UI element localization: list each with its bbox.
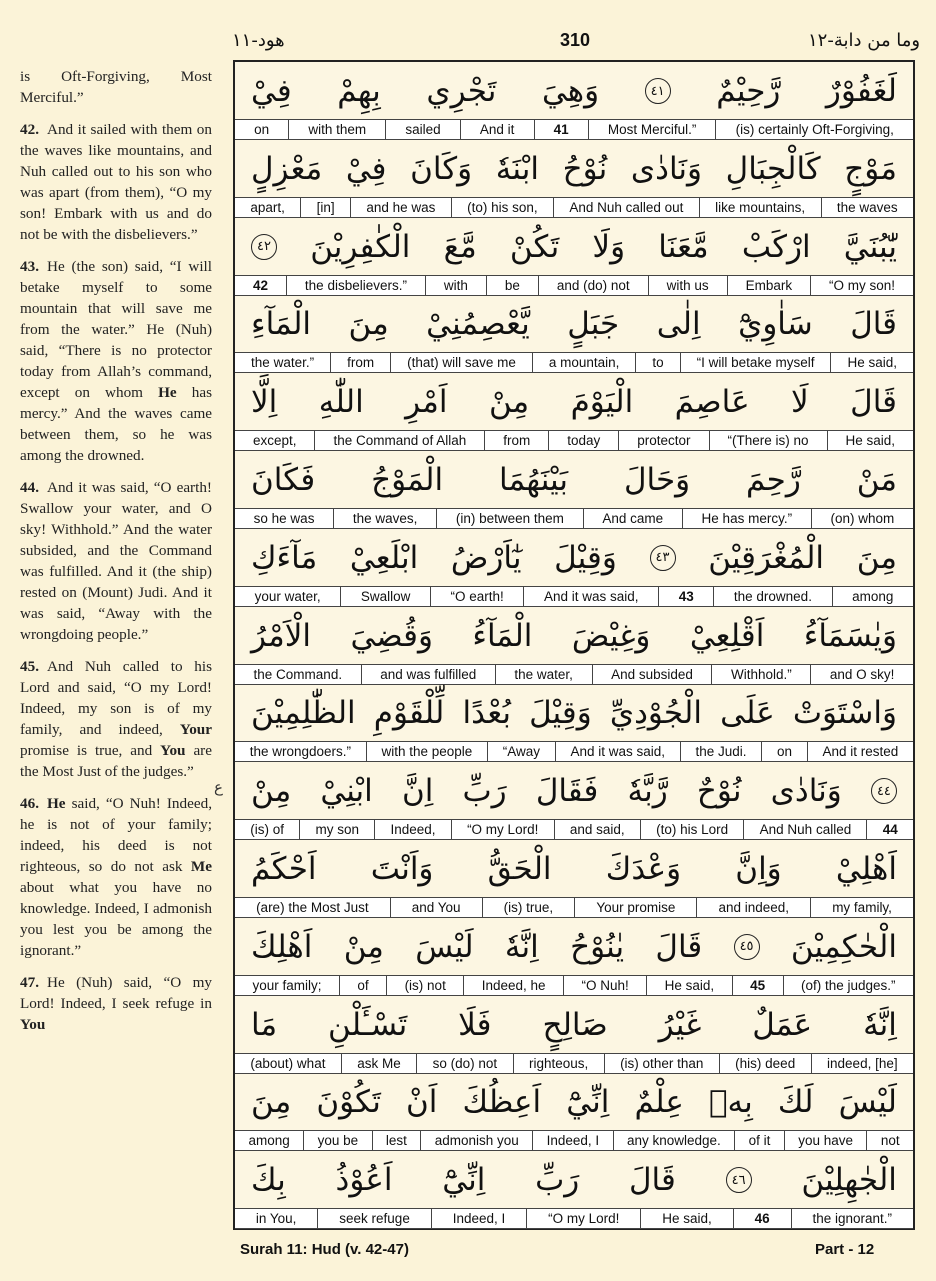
gloss-cell: and O sky! xyxy=(810,665,913,684)
arabic-word: لَغَفُوْرٌ xyxy=(825,73,897,109)
gloss-cell: He said, xyxy=(827,431,914,450)
arabic-word: اللّٰهِ xyxy=(318,384,364,421)
arabic-line xyxy=(235,453,913,507)
english-gloss-line xyxy=(235,197,913,217)
gloss-cell: [in] xyxy=(300,198,350,217)
verse-row xyxy=(235,295,913,373)
verse-number-cell: 41 xyxy=(534,120,588,139)
gloss-cell: in You, xyxy=(255,1211,297,1227)
arabic-word: نُوْحُ xyxy=(562,150,608,187)
arabic-word: اَمْرِ xyxy=(405,384,448,421)
gloss-cell: the wrongdoers.” xyxy=(249,744,352,760)
gloss-cell: And came xyxy=(583,509,682,528)
gloss-cell: (about) what xyxy=(250,1055,326,1071)
arabic-word: يّٰبُنَيَّ xyxy=(843,228,897,265)
english-gloss-line xyxy=(235,1053,913,1073)
verse-row xyxy=(235,918,913,996)
arabic-line xyxy=(235,375,913,429)
arabic-word: مَوْجٍ xyxy=(844,150,897,187)
arabic-line xyxy=(235,920,913,974)
arabic-word: يٰٓاَرْضُ xyxy=(450,539,522,576)
ruku-marker: ع xyxy=(214,778,223,796)
gloss-cell: Indeed, I xyxy=(532,1131,612,1150)
arabic-word: بُعْدًا xyxy=(462,695,511,732)
verse-number: 43. xyxy=(20,258,39,275)
arabic-word: رَبِّ xyxy=(462,773,507,810)
arabic-word: مَآءَكِ xyxy=(251,539,318,576)
gloss-cell: Indeed, he xyxy=(463,976,563,995)
english-gloss-line xyxy=(235,275,913,295)
arabic-line xyxy=(235,220,913,274)
gloss-cell: be xyxy=(486,276,538,295)
arabic-word: ابْنِيْ xyxy=(320,773,373,810)
arabic-line xyxy=(235,1153,913,1207)
arabic-word: مِنْ xyxy=(488,384,530,421)
verse-row xyxy=(235,451,913,529)
arabic-word: اَعُوْذُ xyxy=(335,1162,393,1199)
gloss-cell: (is) other than xyxy=(604,1054,719,1073)
gloss-cell: “O my Lord! xyxy=(451,820,554,839)
ayah-end-marker: ٤٢ xyxy=(251,234,277,260)
verse-number-cell: 43 xyxy=(658,587,713,606)
gloss-cell: protector xyxy=(618,431,708,450)
gloss-cell: And it rested xyxy=(807,742,913,761)
arabic-word: الْمَوْجُ xyxy=(371,462,444,498)
verse-row xyxy=(235,840,913,918)
gloss-cell: And subsided xyxy=(592,665,712,684)
arabic-word: الْجُوْدِيِّ xyxy=(609,695,702,732)
arabic-word: وَغِيْضَ xyxy=(571,617,651,654)
gloss-cell: Your promise xyxy=(574,898,696,917)
ayah-end-marker: ٤٦ xyxy=(726,1167,752,1193)
arabic-word: تَسْـَٔلْنِ xyxy=(328,1006,408,1043)
arabic-word: اِنَّ xyxy=(401,773,434,810)
arabic-word: لَيْسَ xyxy=(838,1084,897,1121)
arabic-word: اَحْكَمُ xyxy=(251,851,317,887)
gloss-cell: like mountains, xyxy=(699,198,821,217)
arabic-word: اَقْلِعِيْ xyxy=(689,617,765,654)
gloss-cell: And it was said, xyxy=(523,587,658,606)
arabic-word: مَا xyxy=(251,1006,278,1043)
arabic-word: فَقَالَ xyxy=(535,773,599,810)
gloss-cell: my family, xyxy=(810,898,913,917)
gloss-cell: (of) the judges.” xyxy=(783,976,913,995)
verse-number-cell: 44 xyxy=(866,820,913,839)
arabic-line xyxy=(235,1075,913,1129)
gloss-cell: from xyxy=(330,353,390,372)
arabic-word: مَعْزِلٍ xyxy=(251,150,323,187)
gloss-cell: and he was xyxy=(350,198,451,217)
arabic-word: الْمَآءُ xyxy=(472,617,533,654)
gloss-cell: among xyxy=(832,587,913,606)
arabic-word: بَيْنَهُمَا xyxy=(499,462,569,498)
gloss-cell: (in) between them xyxy=(436,509,582,528)
word-by-word-grid xyxy=(233,60,915,1230)
gloss-cell: “O earth! xyxy=(430,587,523,606)
arabic-word: اَهْلِكَ xyxy=(251,928,313,965)
arabic-word: وَقِيْلَ xyxy=(529,695,592,732)
gloss-cell: sailed xyxy=(385,120,460,139)
translation-column xyxy=(20,66,212,1046)
arabic-word: وَيٰسَمَآءُ xyxy=(803,617,897,654)
arabic-word: قَالَ xyxy=(850,306,897,343)
gloss-cell: the ignorant.” xyxy=(791,1209,913,1228)
arabic-word: وَحَالَ xyxy=(623,462,691,498)
verse-text: He (Nuh) said, “O my Lord! Indeed, I seek refuge in You xyxy=(20,974,212,1033)
gloss-cell: the Command of Allah xyxy=(314,431,484,450)
translation-verse xyxy=(20,972,212,1035)
gloss-cell: ask Me xyxy=(341,1054,416,1073)
verse-number-cell: 42 xyxy=(252,277,268,293)
verse-row xyxy=(235,62,913,140)
gloss-cell: and (do) not xyxy=(538,276,648,295)
arabic-word: اِلٰى xyxy=(656,306,701,343)
verse-number-cell: 46 xyxy=(733,1209,791,1228)
arabic-word: تَجْرِي xyxy=(426,73,497,109)
gloss-cell: “(There is) no xyxy=(709,431,827,450)
arabic-word: تَكُنْ xyxy=(509,228,560,265)
arabic-word: كَالْجِبَالِ xyxy=(725,150,821,187)
arabic-word: بِكَ xyxy=(251,1162,286,1199)
arabic-word: سَاٰوِيْٓ xyxy=(738,306,813,343)
arabic-word: مِنَ xyxy=(856,539,897,576)
translation-verse xyxy=(20,793,212,961)
gloss-cell: (that) will save me xyxy=(390,353,532,372)
juz-header: وما من دابة-١٢ xyxy=(808,30,921,51)
gloss-cell: indeed, [he] xyxy=(811,1054,913,1073)
arabic-word: اَنْ xyxy=(405,1084,438,1121)
english-gloss-line xyxy=(235,1208,913,1228)
arabic-word: وَنَادٰى xyxy=(770,773,842,810)
arabic-word: عَمَلٌ xyxy=(752,1006,813,1043)
ayah-end-marker: ٤٤ xyxy=(871,778,897,804)
verse-row xyxy=(235,373,913,451)
gloss-cell: except, xyxy=(252,433,297,449)
verse-text: is Oft-Forgiving, Most Merciful.” xyxy=(20,68,212,106)
gloss-cell: any knowledge. xyxy=(613,1131,735,1150)
arabic-word: الْحَقُّ xyxy=(487,851,552,887)
gloss-cell: today xyxy=(548,431,618,450)
verse-text: He said, “O Nuh! Indeed, he is not of your family; indeed, his deed is not righteous, so do not ask Me about what you have no knowledge. Indeed, I admonish you lest you be among the ignorant.” xyxy=(20,795,212,959)
gloss-cell: with xyxy=(425,276,486,295)
arabic-line xyxy=(235,764,913,818)
arabic-word: فَلَا xyxy=(458,1006,492,1043)
verse-row xyxy=(235,529,913,607)
gloss-cell: He said, xyxy=(640,1209,732,1228)
arabic-line xyxy=(235,842,913,896)
gloss-cell: Withhold.” xyxy=(711,665,810,684)
arabic-word: رَّحِمَ xyxy=(746,462,801,498)
gloss-cell: Embark xyxy=(727,276,810,295)
arabic-word: رَّحِيْمٌ xyxy=(716,73,781,109)
gloss-cell: (is) true, xyxy=(482,898,575,917)
ayah-end-marker: ٤٥ xyxy=(734,934,760,960)
arabic-word: اِنِّيْٓ xyxy=(442,1162,486,1199)
gloss-cell: so he was xyxy=(253,511,315,526)
gloss-cell: (is) not xyxy=(386,976,463,995)
ayah-end-marker: ٤١ xyxy=(645,78,671,104)
gloss-cell: “O my Lord! xyxy=(526,1209,640,1228)
arabic-line xyxy=(235,142,913,196)
verse-number: 47. xyxy=(20,974,39,991)
gloss-cell: righteous, xyxy=(513,1054,604,1073)
gloss-cell: of xyxy=(339,976,386,995)
arabic-word: مِنَ xyxy=(251,1084,292,1121)
verse-row xyxy=(235,684,913,762)
verse-number: 46. xyxy=(20,795,39,812)
verse-number: 44. xyxy=(20,479,39,496)
verse-text: He (the son) said, “I will betake myself to some mountain that will save me from the water.” He (Nuh) said, “There is no protector today from Allah’s command, except on whom He has mercy.” And the waves came between them, so he was among the drowned. xyxy=(20,258,212,464)
arabic-word: فَكَانَ xyxy=(251,462,316,498)
gloss-cell: (his) deed xyxy=(719,1054,811,1073)
gloss-cell: on xyxy=(761,742,806,761)
arabic-word: اِنِّيْٓ xyxy=(566,1084,610,1121)
gloss-cell: “I will betake myself xyxy=(680,353,831,372)
gloss-cell: And Nuh called out xyxy=(553,198,699,217)
arabic-word: لِّلْقَوْمِ xyxy=(373,695,445,732)
gloss-cell: you be xyxy=(303,1131,371,1150)
arabic-word: مَنْ xyxy=(856,462,897,498)
arabic-line xyxy=(235,297,913,351)
gloss-cell: with them xyxy=(288,120,385,139)
gloss-cell: the Judi. xyxy=(680,742,762,761)
part-footer: Part - 12 xyxy=(815,1241,875,1258)
gloss-cell: not xyxy=(866,1131,913,1150)
verse-row xyxy=(235,762,913,840)
arabic-line xyxy=(235,686,913,740)
verse-number: 42. xyxy=(20,121,39,138)
arabic-word: قَالَ xyxy=(655,928,703,965)
arabic-word: لَيْسَ xyxy=(415,928,474,965)
gloss-cell: so (do) not xyxy=(416,1054,512,1073)
gloss-cell: (on) whom xyxy=(811,509,913,528)
gloss-cell: Swallow xyxy=(340,587,430,606)
arabic-word: ابْنَهٗ xyxy=(495,150,539,187)
gloss-cell: of it xyxy=(734,1131,784,1150)
surah-header: هود-١١ xyxy=(232,30,285,51)
arabic-word: عِلْمٌ xyxy=(634,1084,684,1121)
verse-row xyxy=(235,607,913,685)
arabic-word: اِنَّهٗ xyxy=(504,928,539,965)
gloss-cell: (is) of xyxy=(250,822,284,838)
ayah-end-marker: ٤٣ xyxy=(650,545,676,571)
arabic-word: الظّٰلِمِيْنَ xyxy=(251,695,356,732)
arabic-word: نُوْحٌ xyxy=(696,773,742,810)
gloss-cell: your family; xyxy=(252,977,322,993)
gloss-cell: (is) certainly Oft-Forgiving, xyxy=(715,120,913,139)
arabic-word: ابْلَعِيْ xyxy=(349,539,419,576)
verse-text: And Nuh called to his Lord and said, “O my Lord! Indeed, my son is of my family, and indeed, Your promise is true, and You are the Most Just of the judges.” xyxy=(20,658,212,780)
arabic-word: فِيْ xyxy=(251,73,292,109)
arabic-word: عَاصِمَ xyxy=(674,384,750,421)
arabic-word: اَعِظُكَ xyxy=(462,1084,542,1121)
gloss-cell: from xyxy=(484,431,548,450)
arabic-word: اَهْلِيْ xyxy=(835,851,897,887)
english-gloss-line xyxy=(235,664,913,684)
gloss-cell: you have xyxy=(784,1131,867,1150)
translation-verse xyxy=(20,477,212,645)
gloss-cell: He has mercy.” xyxy=(682,509,811,528)
arabic-word: مِنَ xyxy=(348,306,389,343)
gloss-cell: And it was said, xyxy=(555,742,680,761)
gloss-cell: “Away xyxy=(487,742,555,761)
verse-row xyxy=(235,1151,913,1229)
gloss-cell: my son xyxy=(299,820,374,839)
gloss-cell: He said, xyxy=(830,353,913,372)
arabic-word: وَاسْتَوَتْ xyxy=(792,695,897,732)
arabic-word: مَّعَنَا xyxy=(658,228,709,265)
gloss-cell: “O my son! xyxy=(810,276,913,295)
arabic-line xyxy=(235,531,913,585)
gloss-cell: your water, xyxy=(254,588,321,604)
verse-text: And it sailed with them on the waves like mountains, and Nuh called out to his son who was apart (from them), “O my son! Embark with us and do not be with the disbelievers.” xyxy=(20,121,212,243)
arabic-word: جَبَلٍ xyxy=(567,306,620,343)
english-gloss-line xyxy=(235,1130,913,1150)
arabic-word: قَالَ xyxy=(629,1162,676,1199)
arabic-word: لَكَ xyxy=(777,1084,814,1121)
translation-verse xyxy=(20,656,212,782)
arabic-word: وَكَانَ xyxy=(410,150,473,187)
arabic-word: الْمَآءِ xyxy=(251,306,312,343)
arabic-word: يَّعْصِمُنِيْ xyxy=(426,306,530,343)
gloss-cell: the water, xyxy=(495,665,592,684)
arabic-word: بِهٖ xyxy=(708,1084,753,1121)
gloss-cell: admonish you xyxy=(420,1131,532,1150)
arabic-word: مِنْ xyxy=(251,773,292,810)
arabic-word: الْحٰكِمِيْنَ xyxy=(790,928,897,965)
gloss-cell: to xyxy=(635,353,679,372)
english-gloss-line xyxy=(235,430,913,450)
english-gloss-line xyxy=(235,352,913,372)
arabic-word: وَهِيَ xyxy=(541,73,600,109)
arabic-word: قَالَ xyxy=(850,384,897,421)
arabic-word: فِيْ xyxy=(345,150,387,187)
gloss-cell: and You xyxy=(390,898,482,917)
gloss-cell: “O Nuh! xyxy=(563,976,646,995)
arabic-word: ارْكَبْ xyxy=(741,228,811,265)
arabic-word: مِنْ xyxy=(343,928,384,965)
gloss-cell: among xyxy=(248,1133,290,1149)
arabic-word: الْاَمْرُ xyxy=(251,617,312,654)
arabic-word: مَّعَ xyxy=(443,228,477,265)
gloss-cell: and indeed, xyxy=(696,898,810,917)
gloss-cell: (to) his son, xyxy=(451,198,553,217)
gloss-cell: and said, xyxy=(554,820,640,839)
arabic-word: وَاَنْتَ xyxy=(370,851,434,887)
arabic-word: اِنَّهٗ xyxy=(863,1006,897,1043)
gloss-cell: apart, xyxy=(250,199,285,215)
gloss-cell: with us xyxy=(648,276,727,295)
english-gloss-line xyxy=(235,508,913,528)
arabic-line xyxy=(235,998,913,1052)
arabic-word: رَبِّ xyxy=(535,1162,580,1199)
gloss-cell: (to) his Lord xyxy=(640,820,744,839)
translation-verse xyxy=(20,119,212,245)
gloss-cell: the waves, xyxy=(333,509,436,528)
english-gloss-line xyxy=(235,586,913,606)
arabic-word: وَاِنَّ xyxy=(735,851,782,887)
english-gloss-line xyxy=(235,741,913,761)
gloss-cell: on xyxy=(254,122,270,137)
arabic-word: وَقُضِيَ xyxy=(350,617,433,654)
arabic-word: وَعْدَكَ xyxy=(605,851,682,887)
verse-row xyxy=(235,218,913,296)
gloss-cell: the disbelievers.” xyxy=(286,276,425,295)
verse-number: 45. xyxy=(20,658,39,675)
arabic-word: اِلَّا xyxy=(251,384,278,421)
gloss-cell: with the people xyxy=(366,742,487,761)
arabic-word: لَا xyxy=(791,384,809,421)
arabic-word: وَقِيْلَ xyxy=(554,539,617,576)
arabic-line xyxy=(235,609,913,663)
gloss-cell: a mountain, xyxy=(532,353,636,372)
gloss-cell: the water.” xyxy=(251,355,315,371)
gloss-cell: and was fulfilled xyxy=(361,665,495,684)
surah-footer: Surah 11: Hud (v. 42-47) xyxy=(240,1241,409,1258)
gloss-cell: He said, xyxy=(646,976,731,995)
verse-number-cell: 45 xyxy=(732,976,783,995)
gloss-cell: And it xyxy=(460,120,534,139)
arabic-word: الْكٰفِرِيْنَ xyxy=(310,228,411,265)
arabic-word: الْجٰهِلِيْنَ xyxy=(801,1162,897,1199)
gloss-cell: lest xyxy=(372,1131,421,1150)
gloss-cell: seek refuge xyxy=(317,1209,430,1228)
english-gloss-line xyxy=(235,975,913,995)
gloss-cell: (are) the Most Just xyxy=(256,900,369,915)
english-gloss-line xyxy=(235,819,913,839)
gloss-cell: And Nuh called xyxy=(743,820,866,839)
arabic-word: تَكُوْنَ xyxy=(316,1084,381,1121)
page-number: 310 xyxy=(560,30,591,50)
verse-row xyxy=(235,996,913,1074)
gloss-cell: the Command. xyxy=(253,666,343,682)
arabic-word: يٰنُوْحُ xyxy=(570,928,625,965)
translation-verse xyxy=(20,66,212,108)
arabic-word: وَنَادٰى xyxy=(630,150,703,187)
gloss-cell: Indeed, xyxy=(374,820,451,839)
verse-text: And it was said, “O earth! Swallow your water, and O sky! Withhold.” And the water subsided, and the Command was fulfilled. And it (the ship) rested on (Mount) Judi. And it was said, “Away with the wrongdoing people.” xyxy=(20,479,212,643)
english-gloss-line xyxy=(235,119,913,139)
gloss-cell: the drowned. xyxy=(713,587,831,606)
arabic-word: صَالِحٍ xyxy=(542,1006,608,1043)
arabic-word: بِهِمْ xyxy=(337,73,381,109)
arabic-word: عَلَى xyxy=(720,695,775,732)
arabic-word: وَلَا xyxy=(592,228,626,265)
english-gloss-line xyxy=(235,897,913,917)
verse-row xyxy=(235,140,913,218)
gloss-cell: Indeed, I xyxy=(431,1209,526,1228)
gloss-cell: the waves xyxy=(821,198,914,217)
verse-row xyxy=(235,1073,913,1151)
gloss-cell: Most Merciful.” xyxy=(588,120,716,139)
arabic-word: رَّبَّهٗ xyxy=(627,773,668,810)
translation-verse xyxy=(20,256,212,466)
arabic-line xyxy=(235,64,913,118)
arabic-word: الْمُغْرَقِيْنَ xyxy=(708,539,825,576)
arabic-word: غَيْرُ xyxy=(658,1006,702,1043)
arabic-word: الْيَوْمَ xyxy=(570,384,634,421)
